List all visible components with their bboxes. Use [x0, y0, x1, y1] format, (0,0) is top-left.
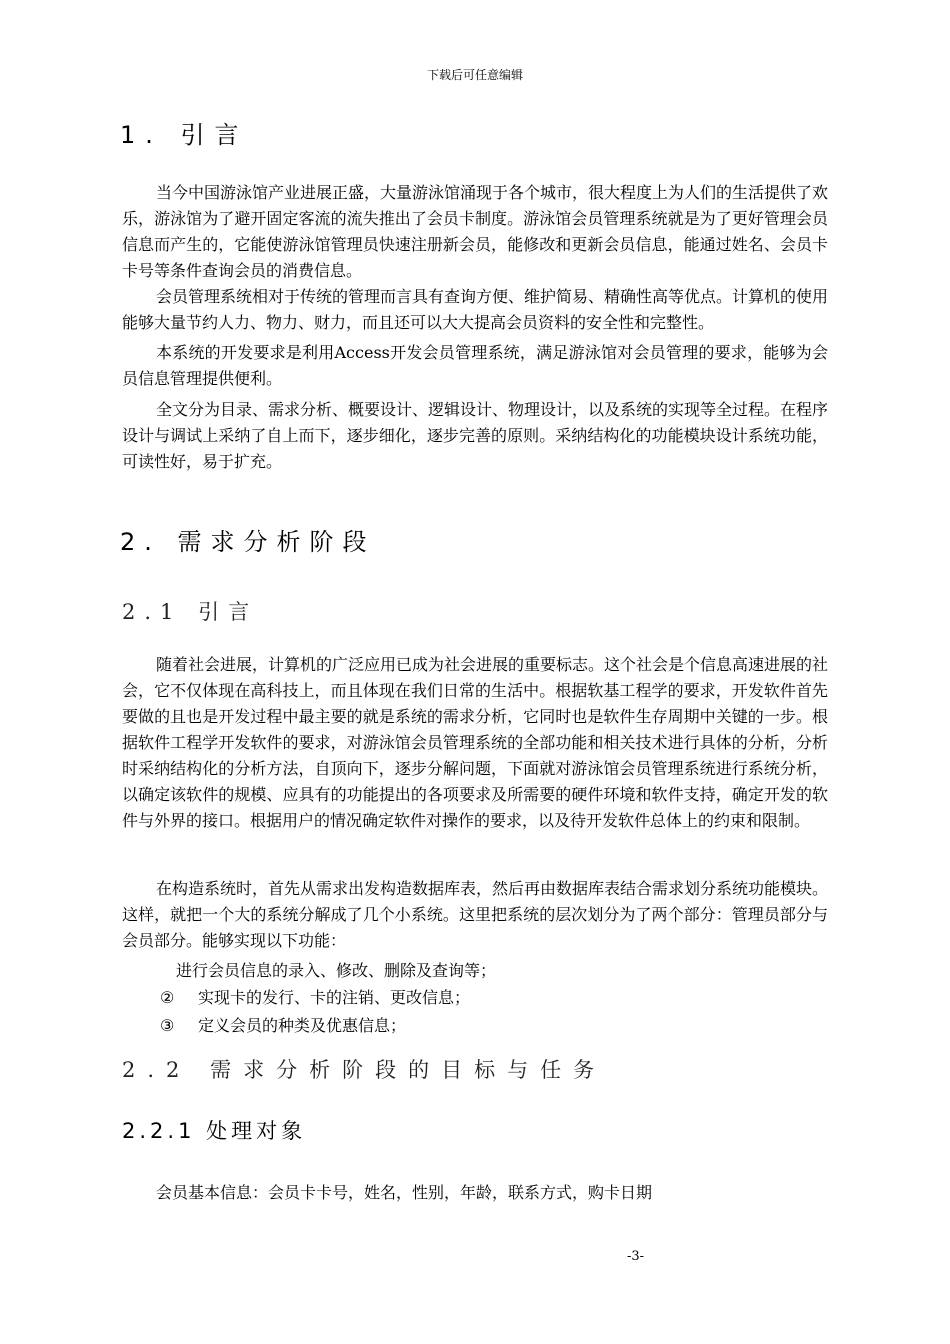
list-item-number: ② [160, 988, 175, 1007]
list-item-text: 实现卡的发行、卡的注销、更改信息； [198, 988, 471, 1007]
list-item-text: 进行会员信息的录入、修改、删除及查询等； [176, 961, 497, 980]
list-item-number: ③ [160, 1016, 175, 1035]
s21-paragraph-2: 在构造系统时，首先从需求出发构造数据库表，然后再由数据库表结合需求划分系统功能模块。这样，就把一个大的系统分解成了几个小系统。这里把系统的层次划分为了两个部分：管理员部分与会员部分。能够实现以下功能： [122, 879, 829, 950]
section-2-2-1-heading: 2.2.1 处理对象 [122, 1119, 307, 1143]
list-item [160, 985, 470, 1011]
s1-paragraph-1: 当今中国游泳馆产业进展正盛，大量游泳馆涌现于各个城市，很大程度上为人们的生活提供了欢乐，游泳馆为了避开固定客流的流失推出了会员卡制度。游泳馆会员管理系统就是为了更好管理会员信息而产生的，它能使游泳馆管理员快速注册新会员，能修改和更新会员信息，能通过姓名、会员卡卡号等条件查询会员的消费信息。 [122, 183, 829, 280]
section-1-heading: 1. 引言 [120, 121, 249, 149]
section-2-2-heading: 2.2 需求分析阶段的目标与任务 [122, 1058, 607, 1082]
list-item-text: 定义会员的种类及优惠信息； [198, 1016, 407, 1035]
list-item [176, 958, 496, 984]
page-number: -3- [627, 1249, 645, 1264]
section-2-heading: 2. 需求分析阶段 [120, 528, 376, 556]
s21-paragraph-1: 随着社会进展，计算机的广泛应用已成为社会进展的重要标志。这个社会是个信息高速进展的社会，它不仅体现在高科技上，而且体现在我们日常的生活中。根据软基工程学的要求，开发软件首先要做的且也是开发过程中最主要的就是系统的需求分析，它同时也是软件生存周期中关键的一步。根据软件工程学开发软件的要求，对游泳馆会员管理系统的全部功能和相关技术进行具体的分析，分析时采纳结构化的分析方法，自顶向下，逐步分解问题，下面就对游泳馆会员管理系统进行系统分析，以确定该软件的规模、应具有的功能提出的各项要求及所需要的硬件环境和软件支持，确定开发的软件与外界的接口。根据用户的情况确定软件对操作的要求，以及待开发软件总体上的约束和限制。 [122, 655, 829, 830]
s1-paragraph-3: 本系统的开发要求是利用Access开发会员管理系统，满足游泳馆对会员管理的要求，能够为会员信息管理提供便利。 [122, 343, 828, 388]
s1-paragraph-4: 全文分为目录、需求分析、概要设计、逻辑设计、物理设计，以及系统的实现等全过程。在程序设计与调试上采纳了自上而下，逐步细化，逐步完善的原则。采纳结构化的功能模块设计系统功能，可读性好，易于扩充。 [122, 400, 829, 471]
list-item [160, 1013, 406, 1039]
header-note: 下载后可任意编辑 [426, 68, 523, 82]
s221-paragraph: 会员基本信息：会员卡卡号，姓名，性别，年龄，联系方式，购卡日期 [156, 1183, 653, 1202]
s1-paragraph-2: 会员管理系统相对于传统的管理而言具有查询方便、维护简易、精确性高等优点。计算机的使用能够大量节约人力、物力、财力，而且还可以大大提高会员资料的安全性和完整性。 [122, 287, 829, 332]
section-2-1-heading: 2.1 引言 [122, 600, 259, 624]
